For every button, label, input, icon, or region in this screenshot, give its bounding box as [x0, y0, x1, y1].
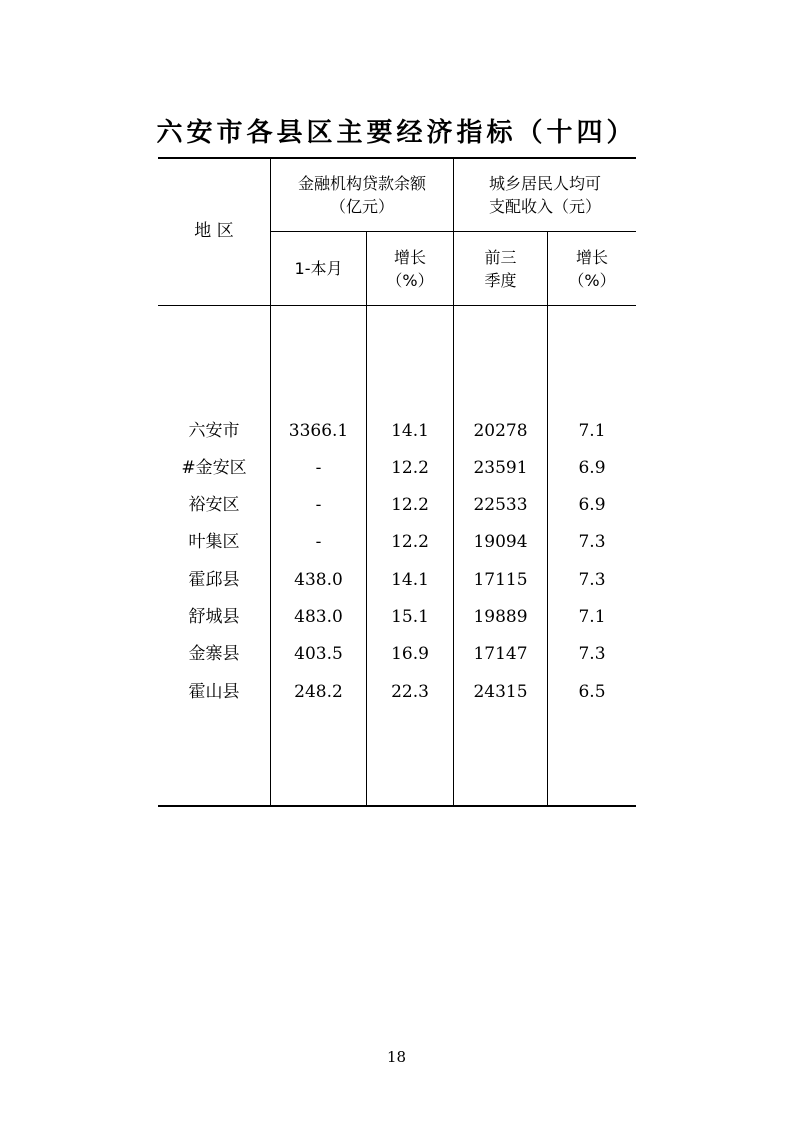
cell-loan-growth: 15.1: [391, 607, 429, 627]
cell-income: 22533: [473, 495, 528, 516]
header-bottom-rule: [158, 305, 636, 306]
cell-region: 金寨县: [188, 644, 240, 665]
cell-income: 23591: [473, 457, 528, 478]
cell-income: 24315: [473, 681, 528, 702]
cell-income-growth: 7.3: [578, 644, 606, 665]
header-income-group: 城乡居民人均可 支配收入（元）: [488, 173, 601, 216]
cell-income-growth: 7.3: [578, 569, 606, 590]
header-loan-group: 金融机构贷款余额 （亿元）: [297, 173, 426, 216]
cell-region: 六安市: [188, 420, 240, 441]
cell-region: 霍山县: [188, 681, 240, 702]
page-title: 六安市各县区主要经济指标（十四）: [156, 118, 637, 148]
cell-loan-growth: 14.1: [391, 420, 429, 441]
cell-region: 裕安区: [188, 495, 240, 516]
cell-income-growth: 7.3: [578, 532, 606, 553]
cell-loan-growth: 16.9: [391, 644, 429, 665]
table-bottom-rule: [158, 805, 636, 807]
header-loan-growth: 增长 （%）: [386, 247, 434, 290]
page-number: 18: [386, 1048, 407, 1066]
cell-income: 19094: [473, 532, 528, 553]
cell-income-growth: 7.1: [578, 607, 606, 627]
cell-income: 20278: [473, 420, 528, 441]
cell-loan: 3366.1: [288, 420, 349, 441]
header-income-growth: 增长 （%）: [568, 247, 616, 290]
cell-region: #金安区: [181, 457, 247, 478]
cell-loan-growth: 22.3: [391, 681, 429, 702]
cell-loan: 403.5: [294, 644, 343, 665]
cell-region: 叶集区: [188, 532, 240, 553]
cell-loan-growth: 12.2: [391, 457, 429, 478]
cell-region: 霍邱县: [188, 569, 240, 590]
cell-loan: -: [315, 457, 322, 478]
header-region: 地 区: [194, 221, 234, 241]
cell-income: 17147: [473, 644, 528, 665]
cell-loan-growth: 12.2: [391, 495, 429, 516]
cell-income-growth: 6.9: [578, 457, 606, 478]
cell-loan: 248.2: [294, 681, 343, 702]
cell-loan-growth: 14.1: [391, 569, 429, 590]
cell-loan-growth: 12.2: [391, 532, 429, 553]
cell-income-growth: 7.1: [578, 420, 606, 441]
cell-income: 17115: [473, 569, 528, 590]
cell-loan: -: [315, 532, 322, 553]
header-income-period: 前三 季度: [484, 247, 517, 290]
header-loan-period: 1-本月: [294, 259, 343, 278]
cell-income-growth: 6.5: [578, 681, 606, 702]
cell-income-growth: 6.9: [578, 495, 606, 516]
cell-region: 舒城县: [188, 607, 240, 627]
cell-loan: -: [315, 495, 322, 516]
cell-loan: 438.0: [294, 569, 343, 590]
cell-income: 19889: [473, 607, 528, 627]
cell-loan: 483.0: [294, 607, 343, 627]
